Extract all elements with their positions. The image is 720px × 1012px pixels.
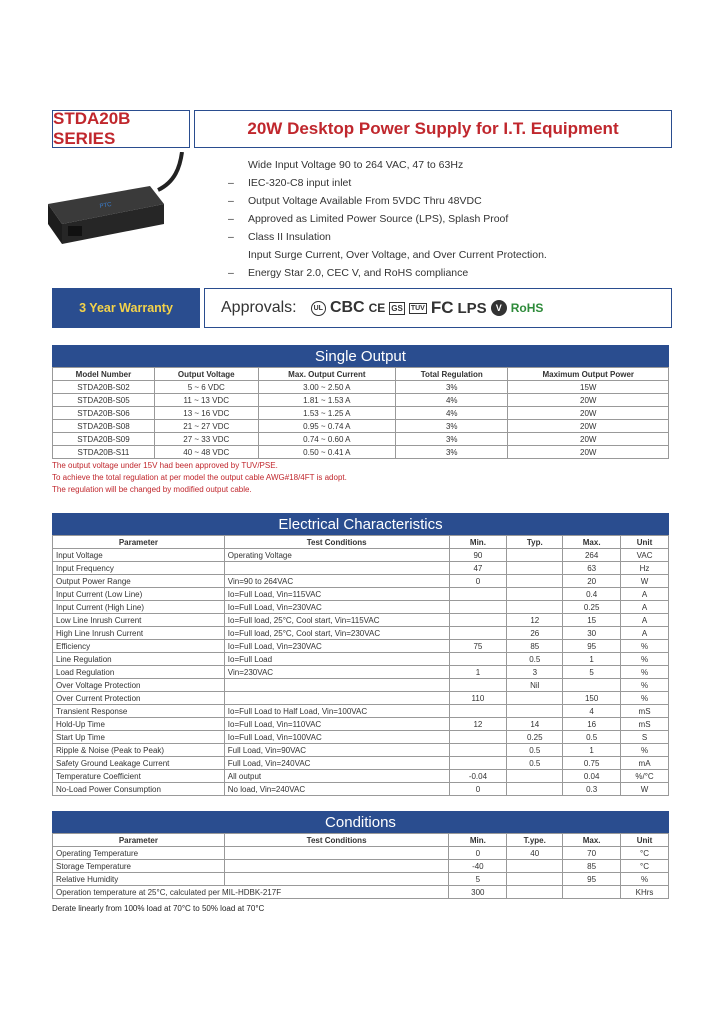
conditions-header: Conditions bbox=[52, 811, 669, 833]
column-header: Parameter bbox=[53, 536, 225, 549]
table-row: Storage Temperature -40 85 °C bbox=[53, 860, 669, 873]
feature-item: – Approved as Limited Power Source (LPS), Splash Proof bbox=[228, 213, 509, 225]
note-line: To achieve the total regulation at per model the output cable AWG#18/4FT is adopt. bbox=[52, 473, 347, 482]
column-header: Typ. bbox=[507, 536, 563, 549]
table-row: STDA20B-S11 40 ~ 48 VDC 0.50 ~ 0.41 A 3% 20W bbox=[53, 446, 669, 459]
table-row: No-Load Power Consumption No load, Vin=240VAC 0 0.3 W bbox=[53, 783, 669, 796]
table-row: Input Current (Low Line) Io=Full Load, Vin=115VAC 0.4 A bbox=[53, 588, 669, 601]
table-row: Relative Humidity 5 95 % bbox=[53, 873, 669, 886]
table-row: Transient Response Io=Full Load to Half Load, Vin=100VAC 4 mS bbox=[53, 705, 669, 718]
column-header: Min. bbox=[449, 536, 507, 549]
column-header: Output Voltage bbox=[154, 368, 258, 381]
single-output-table bbox=[52, 367, 669, 459]
rohs-logo-icon: RoHS bbox=[510, 301, 544, 315]
table-row: STDA20B-S06 13 ~ 16 VDC 1.53 ~ 1.25 A 4% 20W bbox=[53, 407, 669, 420]
warranty-badge: 3 Year Warranty bbox=[52, 288, 200, 328]
column-header: Unit bbox=[621, 536, 669, 549]
svg-text:PTC: PTC bbox=[99, 201, 113, 210]
feature-item: Wide Input Voltage 90 to 264 VAC, 47 to 63Hz bbox=[248, 159, 464, 171]
gs-logo-icon: GS bbox=[391, 303, 403, 313]
feature-item: Input Surge Current, Over Voltage, and Over Current Protection. bbox=[248, 249, 547, 261]
page-title: 20W Desktop Power Supply for I.T. Equipment bbox=[194, 110, 672, 148]
series-title: STDA20B SERIES bbox=[52, 110, 190, 148]
note-line: The regulation will be changed by modified output cable. bbox=[52, 485, 252, 494]
product-image bbox=[40, 152, 190, 262]
column-header: Maximum Output Power bbox=[508, 368, 669, 381]
table-row: High Line Inrush Current Io=Full load, 25°C, Cool start, Vin=230VAC 26 30 A bbox=[53, 627, 669, 640]
electrical-table bbox=[52, 535, 669, 796]
table-row: Line Regulation Io=Full Load 0.5 1 % bbox=[53, 653, 669, 666]
approvals-label: Approvals: bbox=[221, 299, 297, 316]
table-row: Operation temperature at 25°C, calculated per MIL-HDBK-217F 300 KHrs bbox=[53, 886, 669, 899]
conditions-note: Derate linearly from 100% load at 70°C to 50% load at 70°C bbox=[52, 904, 265, 913]
table-row: Load Regulation Vin=230VAC 1 3 5 % bbox=[53, 666, 669, 679]
table-row: Operating Temperature 0 40 70 °C bbox=[53, 847, 669, 860]
electrical-header: Electrical Characteristics bbox=[52, 513, 669, 535]
table-row: Hold-Up Time Io=Full Load, Vin=110VAC 12 14 16 mS bbox=[53, 718, 669, 731]
column-header: Test Conditions bbox=[224, 834, 449, 847]
table-row: Output Power Range Vin=90 to 264VAC 0 20 W bbox=[53, 575, 669, 588]
lps-logo-icon: LPS bbox=[457, 299, 487, 317]
cbc-logo-icon: CBC bbox=[329, 299, 365, 316]
column-header: T.ype. bbox=[507, 834, 563, 847]
tuv-logo-icon: TUV bbox=[410, 304, 425, 312]
column-header: Max. Output Current bbox=[258, 368, 395, 381]
column-header: Unit bbox=[621, 834, 669, 847]
table-row: Ripple & Noise (Peak to Peak) Full Load, Vin=90VAC 0.5 1 % bbox=[53, 744, 669, 757]
column-header: Total Regulation bbox=[396, 368, 508, 381]
table-row: Safety Ground Leakage Current Full Load, Vin=240VAC 0.5 0.75 mA bbox=[53, 757, 669, 770]
table-row: Input Frequency 47 63 Hz bbox=[53, 562, 669, 575]
single-output-header: Single Output bbox=[52, 345, 669, 367]
table-row: Over Voltage Protection Nil % bbox=[53, 679, 669, 692]
table-row: Over Current Protection 110 150 % bbox=[53, 692, 669, 705]
feature-item: – IEC-320-C8 input inlet bbox=[228, 177, 352, 189]
ul-logo-icon: UL bbox=[311, 301, 326, 316]
feature-item: – Output Voltage Available From 5VDC Thru 48VDC bbox=[228, 195, 482, 207]
column-header: Max. bbox=[563, 536, 621, 549]
feature-item: – Energy Star 2.0, CEC V, and RoHS compliance bbox=[228, 267, 469, 279]
table-row: STDA20B-S02 5 ~ 6 VDC 3.00 ~ 2.50 A 3% 15W bbox=[53, 381, 669, 394]
note-line: The output voltage under 15V had been approved by TUV/PSE. bbox=[52, 461, 278, 470]
column-header: Test Conditions bbox=[224, 536, 449, 549]
table-row: STDA20B-S08 21 ~ 27 VDC 0.95 ~ 0.74 A 3% 20W bbox=[53, 420, 669, 433]
table-row: Low Line Inrush Current Io=Full load, 25°C, Cool start, Vin=115VAC 12 15 A bbox=[53, 614, 669, 627]
column-header: Max. bbox=[563, 834, 621, 847]
conditions-table bbox=[52, 833, 669, 899]
column-header: Min. bbox=[449, 834, 507, 847]
table-row: Start Up Time Io=Full Load, Vin=100VAC 0.25 0.5 S bbox=[53, 731, 669, 744]
feature-list bbox=[228, 156, 547, 282]
table-row: Input Current (High Line) Io=Full Load, Vin=230VAC 0.25 A bbox=[53, 601, 669, 614]
table-row: STDA20B-S05 11 ~ 13 VDC 1.81 ~ 1.53 A 4% 20W bbox=[53, 394, 669, 407]
ce-logo-icon: CE bbox=[368, 301, 386, 315]
table-row: Efficiency Io=Full Load, Vin=230VAC 75 85 95 % bbox=[53, 640, 669, 653]
table-row: Input Voltage Operating Voltage 90 264 VAC bbox=[53, 549, 669, 562]
feature-item: – Class II Insulation bbox=[228, 231, 331, 243]
single-output-notes bbox=[52, 460, 347, 496]
column-header: Model Number bbox=[53, 368, 155, 381]
fcc-logo-icon: FC bbox=[430, 298, 454, 317]
table-row: Temperature Coefficient All output -0.04 0.04 %/°C bbox=[53, 770, 669, 783]
approval-logos bbox=[311, 298, 544, 318]
level-v-logo-icon: V bbox=[491, 300, 507, 316]
column-header: Parameter bbox=[53, 834, 225, 847]
table-row: STDA20B-S09 27 ~ 33 VDC 0.74 ~ 0.60 A 3% 20W bbox=[53, 433, 669, 446]
approvals-bar bbox=[204, 288, 672, 328]
